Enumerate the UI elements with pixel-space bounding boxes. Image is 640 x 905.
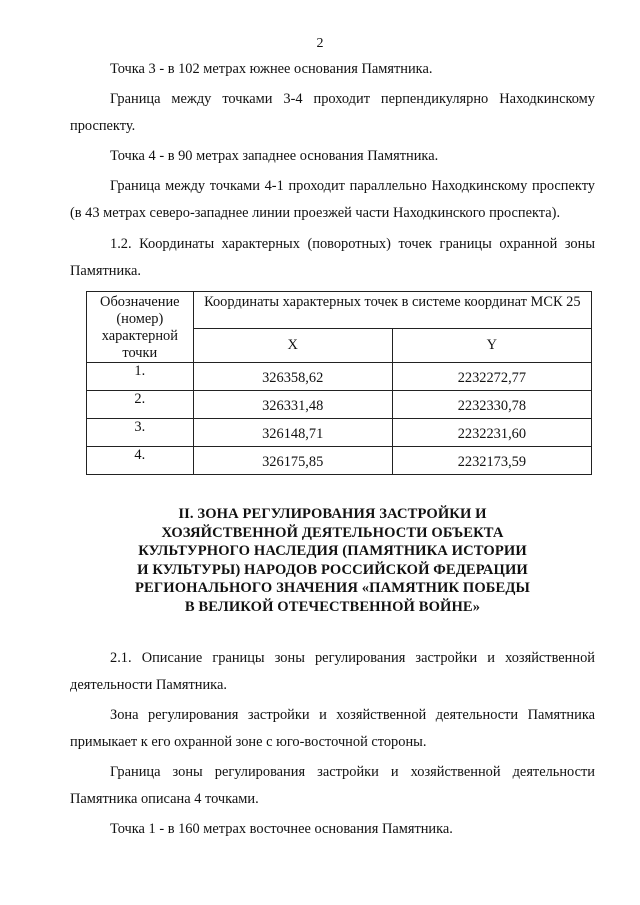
section-title-line: ХОЗЯЙСТВЕННОЙ ДЕЯТЕЛЬНОСТИ ОБЪЕКТА	[161, 524, 504, 541]
col-header-coordinates: Координаты характерных точек в системе координат МСК 25	[193, 292, 591, 329]
coord-y: 2232173,59	[392, 447, 591, 475]
paragraph-point-1: Точка 1 - в 160 метрах восточнее основания Памятника.	[110, 820, 453, 837]
coord-x: 326148,71	[193, 419, 392, 447]
point-number: 2.	[87, 391, 194, 419]
table-row	[87, 363, 592, 391]
paragraph-point-4: Точка 4 - в 90 метрах западнее основания Памятника.	[110, 148, 439, 164]
section-title-line: В ВЕЛИКОЙ ОТЕЧЕСТВЕННОЙ ВОЙНЕ»	[184, 598, 481, 615]
coord-y: 2232330,78	[392, 391, 591, 419]
paragraph-coordinates-heading: 1.2. Координаты характерных (поворотных) точек границы охранной зоны Памятника.	[70, 236, 595, 279]
paragraph-border-4-1: Граница между точками 4-1 проходит параллельно Находкинскому проспекту (в 43 метрах северо-западнее линии проезжей части Находкинского проспекта).	[70, 178, 595, 221]
document-body	[70, 56, 595, 843]
coordinates-table	[86, 291, 592, 475]
paragraph-zone-description: 2.1. Описание границы зоны регулирования застройки и хозяйственной деятельности Памятника.	[70, 649, 595, 693]
coord-y: 2232272,77	[392, 363, 591, 391]
coord-y: 2232231,60	[392, 419, 591, 447]
point-number: 1.	[87, 363, 194, 391]
coord-x: 326331,48	[193, 391, 392, 419]
col-header-x: X	[193, 329, 392, 363]
section-title-line: РЕГИОНАЛЬНОГО ЗНАЧЕНИЯ «ПАМЯТНИК ПОБЕДЫ	[135, 580, 530, 597]
paragraph-point-3: Точка 3 - в 102 метрах южнее основания Памятника.	[110, 61, 433, 77]
col-header-point: Обозначение (номер) характерной точки	[87, 292, 194, 363]
col-header-y: Y	[392, 329, 591, 363]
table-row	[87, 419, 592, 447]
point-number: 4.	[87, 447, 194, 475]
paragraph-zone-adjacency: Зона регулирования застройки и хозяйственной деятельности Памятника примыкает к его охранной зоне с юго-восточной стороны.	[70, 706, 595, 750]
paragraph-zone-points: Граница зоны регулирования застройки и хозяйственной деятельности Памятника описана 4 точками.	[70, 763, 595, 807]
table-row	[87, 447, 592, 475]
paragraph-border-3-4: Граница между точками 3-4 проходит перпендикулярно Находкинскому проспекту.	[70, 91, 595, 134]
coord-x: 326358,62	[193, 363, 392, 391]
section-title-line: II. ЗОНА РЕГУЛИРОВАНИЯ ЗАСТРОЙКИ И	[178, 506, 487, 522]
page-number: 2	[316, 36, 324, 51]
section-title	[70, 505, 595, 617]
table-row	[87, 391, 592, 419]
point-number: 3.	[87, 419, 194, 447]
section-title-line: КУЛЬТУРНОГО НАСЛЕДИЯ (ПАМЯТНИКА ИСТОРИИ	[138, 543, 527, 560]
coord-x: 326175,85	[193, 447, 392, 475]
section-title-line: И КУЛЬТУРЫ) НАРОДОВ РОССИЙСКОЙ ФЕДЕРАЦИИ	[137, 561, 528, 578]
